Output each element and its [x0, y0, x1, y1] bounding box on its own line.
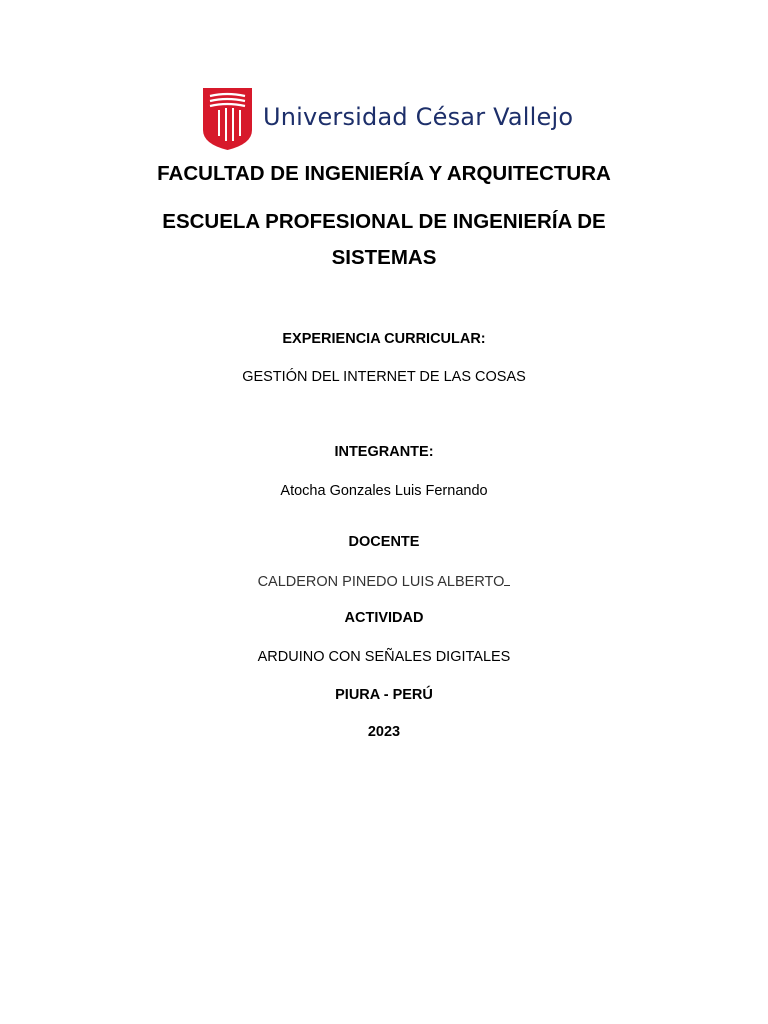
course-label: EXPERIENCIA CURRICULAR: [282, 331, 486, 347]
course-name: GESTIÓN DEL INTERNET DE LAS COSAS [242, 369, 526, 385]
teacher-label: DOCENTE [348, 534, 420, 550]
activity-name: ARDUINO CON SEÑALES DIGITALES [257, 649, 511, 665]
teacher-name-underline [504, 572, 510, 586]
year: 2023 [367, 724, 401, 740]
university-shield-icon [203, 86, 252, 150]
school-title-line1: ESCUELA PROFESIONAL DE INGENIERÍA DE [162, 210, 606, 233]
faculty-title: FACULTAD DE INGENIERÍA Y ARQUITECTURA [157, 162, 611, 185]
teacher-name [0, 572, 768, 590]
activity-label: ACTIVIDAD [344, 610, 424, 626]
university-logo [203, 86, 573, 152]
university-name: Universidad César Vallejo [263, 103, 574, 131]
member-label: INTEGRANTE: [334, 444, 434, 460]
location: PIURA - PERÚ [335, 687, 433, 703]
member-name: Atocha Gonzales Luis Fernando [280, 483, 488, 499]
teacher-name-text: CALDERON PINEDO LUIS ALBERTO [257, 574, 505, 590]
school-title-line2: SISTEMAS [331, 246, 437, 269]
